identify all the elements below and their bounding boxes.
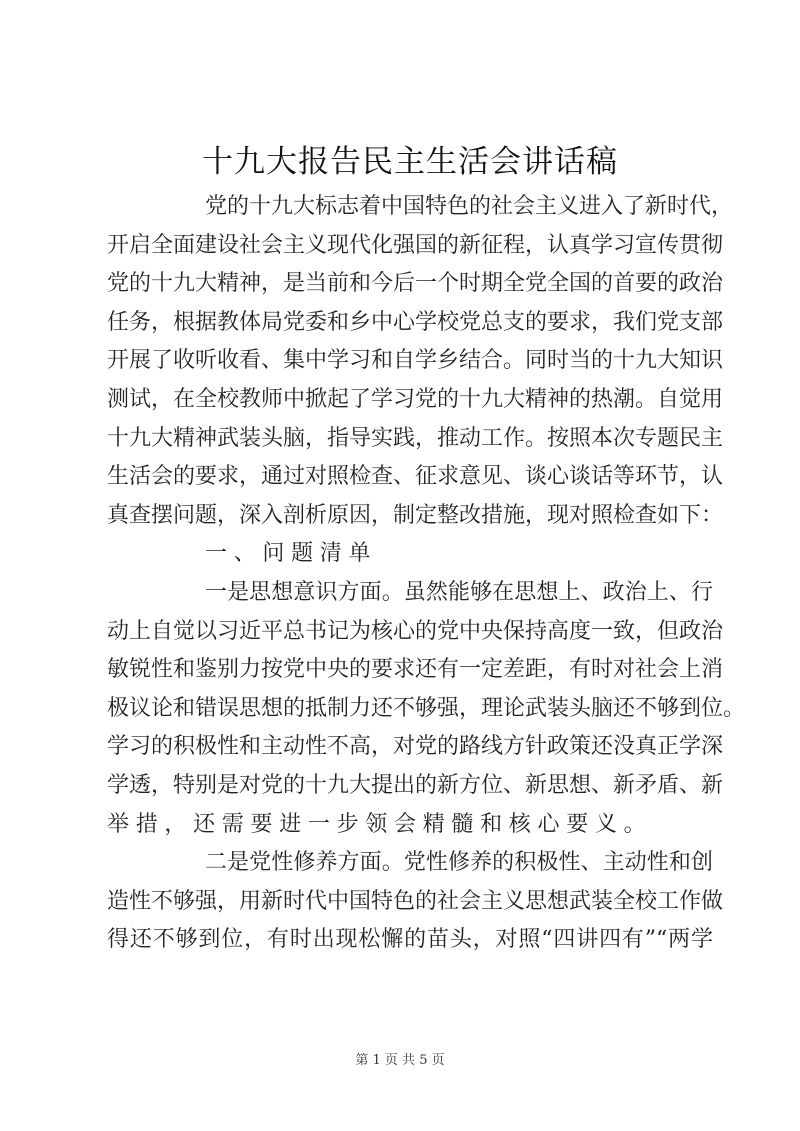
document-body	[107, 188, 746, 960]
paragraph-line: 动上自觉以习近平总书记为核心的党中央保持高度一致，但政治	[107, 618, 724, 644]
paragraph-line: 真查摆问题，深入剖析原因，制定整改措施，现对照检查如下：	[107, 502, 724, 528]
paragraph-line: 举措，还需要进一步领会精髓和核心要义。	[107, 811, 653, 837]
paragraph-line: 开展了收听收看、集中学习和自学乡结合。同时当的十九大知识	[107, 348, 724, 374]
section-heading: 一、问题清单	[205, 541, 378, 567]
paragraph-line: 得还不够到位，有时出现松懈的苗头，对照“四讲四有”“两学	[107, 927, 713, 953]
paragraph-line: 党的十九大精神，是当前和今后一个时期全党全国的首要的政治	[107, 271, 724, 297]
page-number: 第 1 页 共 5 页	[355, 1053, 445, 1068]
paragraph-line: 二是党性修养方面。党性修养的积极性、主动性和创	[205, 850, 713, 876]
paragraph-line: 生活会的要求，通过对照检查、征求意见、谈心谈话等环节，认	[107, 464, 724, 490]
paragraph-line: 任务，根据教体局党委和乡中心学校党总支的要求，我们党支部	[107, 309, 724, 335]
paragraph-line: 学习的积极性和主动性不高，对党的路线方针政策还没真正学深	[107, 734, 724, 760]
paragraph-line: 敏锐性和鉴别力按党中央的要求还有一定差距，有时对社会上消	[107, 657, 724, 683]
paragraph-line: 党的十九大标志着中国特色的社会主义进入了新时代，	[205, 194, 734, 219]
paragraph-line: 一是思想意识方面。虽然能够在思想上、政治上、行	[205, 579, 713, 605]
paragraph-line: 开启全面建设社会主义现代化强国的新征程，认真学习宣传贯彻	[107, 232, 724, 258]
paragraph-line: 十九大精神武装头脑，指导实践，推动工作。按照本次专题民主	[107, 425, 724, 451]
paragraph-line: 造性不够强，用新时代中国特色的社会主义思想武装全校工作做	[107, 888, 724, 914]
paragraph-line: 测试，在全校教师中掀起了学习党的十九大精神的热潮。自觉用	[107, 386, 724, 412]
document-title: 十九大报告民主生活会讲话稿	[202, 144, 618, 180]
paragraph-line: 极议论和错误思想的抵制力还不够强，理论武装头脑还不够到位。	[107, 695, 746, 721]
paragraph-line: 学透，特别是对党的十九大提出的新方位、新思想、新矛盾、新	[107, 772, 724, 798]
